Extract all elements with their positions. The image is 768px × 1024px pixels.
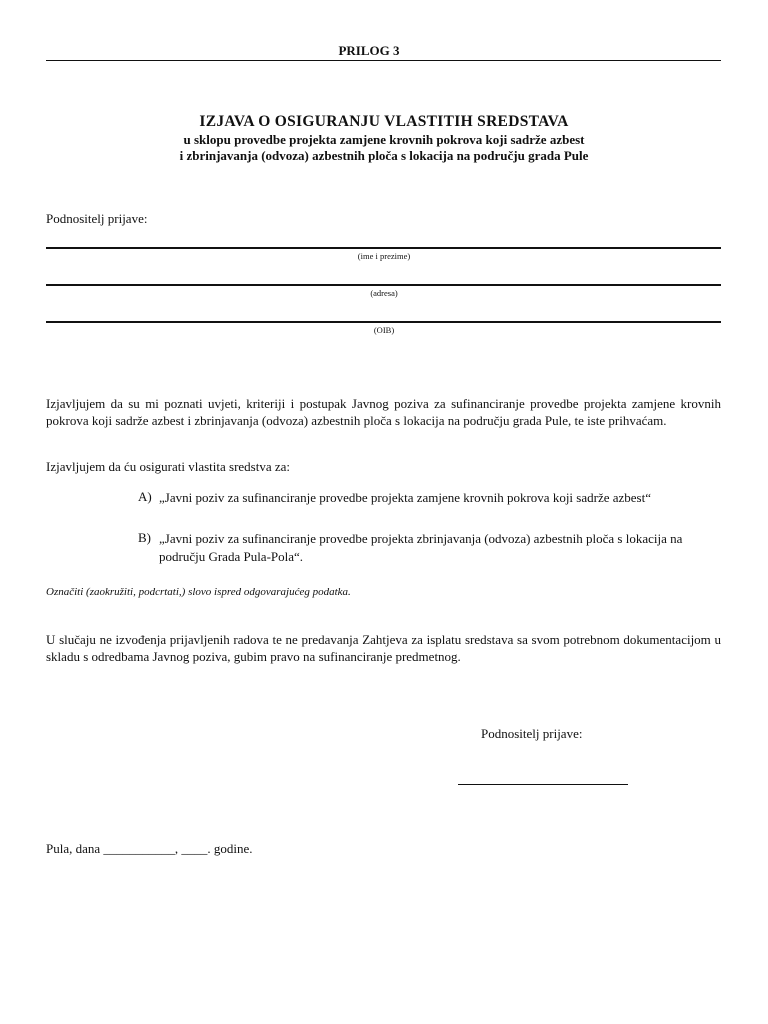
document-title: IZJAVA O OSIGURANJU VLASTITIH SREDSTAVA — [199, 113, 569, 130]
name-field-caption: (ime i prezime) — [357, 251, 411, 261]
document-subtitle-line1: u sklopu provedbe projekta zamjene krovnih pokrova koji sadrže azbest — [183, 132, 585, 147]
applicant-label: Podnositelj prijave: — [46, 211, 148, 226]
signature-label: Podnositelj prijave: — [481, 726, 583, 741]
header-divider — [46, 60, 721, 61]
option-a-text: „Javni poziv za sufinanciranje provedbe projekta zamjene krovnih pokrova koji sadrže azbest“ — [159, 490, 651, 505]
signature-line[interactable] — [458, 784, 628, 785]
option-b-text: „Javni poziv za sufinanciranje provedbe projekta zbrinjavanja (odvoza) azbestnih ploča s lokacija na području Grada Pula-Pola“. — [159, 531, 683, 564]
name-field-line[interactable] — [46, 247, 721, 249]
date-line: Pula, dana ___________, ____. godine. — [46, 841, 253, 856]
oib-field-caption: (OIB) — [373, 325, 395, 335]
forfeiture-paragraph: U slučaju ne izvođenja prijavljenih radova te ne predavanja Zahtjeva za isplatu sredstava sa svom potrebnom dokumentacijom u skladu s odredbama Javnog poziva, gubim pravo na sufinanciranje predmetnog. — [46, 632, 721, 664]
oib-field-line[interactable] — [46, 321, 721, 323]
annex-label: PRILOG 3 — [338, 43, 400, 58]
option-a-letter[interactable]: A) — [138, 489, 152, 504]
funds-statement: Izjavljujem da ću osigurati vlastita sredstva za: — [46, 459, 291, 474]
address-field-line[interactable] — [46, 284, 721, 286]
declaration-paragraph: Izjavljujem da su mi poznati uvjeti, kriteriji i postupak Javnog poziva za sufinanciranje provedbe projekta zamjene krovnih pokrova koji sadrže azbest i zbrinjavanja (odvoza) azbestnih ploča s lokacija na području grada Pule, te iste prihvaćam. — [46, 396, 721, 428]
document-subtitle-line2: i zbrinjavanja (odvoza) azbestnih ploča s lokacija na području grada Pule — [179, 148, 589, 163]
option-b-letter[interactable]: B) — [138, 530, 151, 545]
instruction-note: Označiti (zaokružiti, podcrtati,) slovo ispred odgovarajućeg podatka. — [46, 586, 351, 598]
address-field-caption: (adresa) — [370, 288, 398, 298]
